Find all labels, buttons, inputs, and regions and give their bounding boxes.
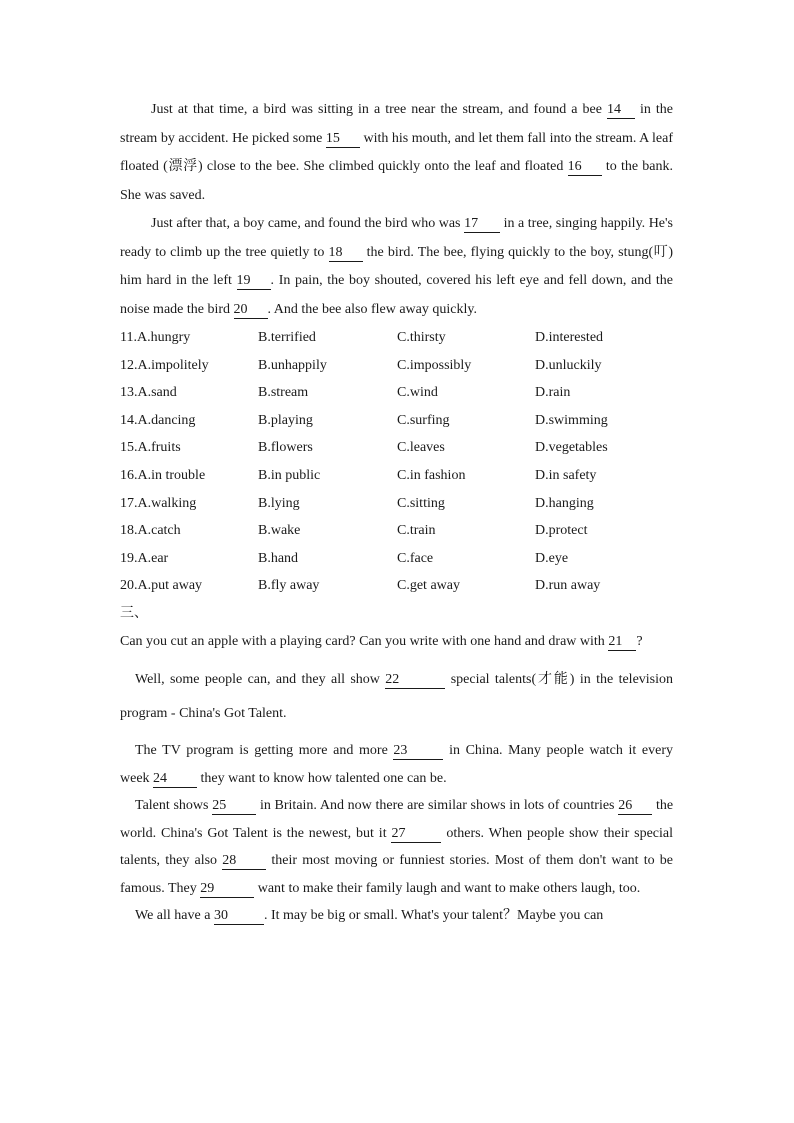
option-c: C.surfing xyxy=(397,412,450,428)
blank-30: 30 xyxy=(214,908,264,925)
text: the world. China's Got Talent is the newest, but it xyxy=(120,798,674,841)
option-b: B.unhappily xyxy=(258,357,327,373)
option-row-16 xyxy=(120,462,673,490)
option-c: C.impossibly xyxy=(397,357,472,373)
passage-three xyxy=(120,628,673,930)
blank-25: 25 xyxy=(212,798,256,815)
text: The TV program is getting more and more xyxy=(135,743,388,759)
text: We all have a xyxy=(135,908,211,924)
passage3-paragraph-3 xyxy=(120,737,673,792)
option-b: B.wake xyxy=(258,523,301,539)
option-d: D.protect xyxy=(535,523,588,539)
passage3-paragraph-2 xyxy=(120,663,673,731)
passage3-paragraph-4 xyxy=(120,792,673,902)
text: Well, some people can, and they all show xyxy=(135,672,380,688)
blank-14: 14 xyxy=(607,102,635,119)
option-row-11 xyxy=(120,324,673,352)
option-a: 14.A.dancing xyxy=(120,412,196,428)
blank-20: 20 xyxy=(234,302,268,319)
option-row-18 xyxy=(120,517,673,545)
text: . And the bee also flew away quickly. xyxy=(267,301,477,317)
text: Talent shows xyxy=(135,798,209,814)
option-row-20 xyxy=(120,572,673,600)
blank-28: 28 xyxy=(222,853,266,870)
option-c: C.get away xyxy=(397,578,460,594)
text: . It may be big or small. What's your talent？Maybe you can xyxy=(263,908,604,924)
option-a: 13.A.sand xyxy=(120,385,177,401)
option-d: D.interested xyxy=(535,330,604,345)
option-d: D.swimming xyxy=(535,412,608,428)
text: Can you cut an apple with a playing card? Can you write with one hand and draw with xyxy=(120,633,605,649)
option-a: 16.A.in trouble xyxy=(120,467,206,483)
passage3-paragraph-1 xyxy=(120,628,673,656)
text: in a tree, singing happily. He's ready to climb up the tree quietly to xyxy=(120,216,673,260)
text: with his mouth, and let them fall into the stream. A leaf floated (漂浮) close to the bee. She climbed quickly onto the leaf and floated xyxy=(120,130,674,174)
option-c: C.sitting xyxy=(397,495,445,511)
blank-17: 17 xyxy=(464,216,500,233)
option-c: C.in fashion xyxy=(397,467,466,483)
option-a: 12.A.impolitely xyxy=(120,357,209,373)
option-c: C.leaves xyxy=(397,440,445,456)
option-a: 17.A.walking xyxy=(120,495,197,511)
option-d: D.in safety xyxy=(535,467,597,483)
worksheet-page xyxy=(120,96,673,930)
text: in China. Many people watch it every week xyxy=(120,743,673,786)
option-b: B.lying xyxy=(258,495,300,511)
option-d: D.hanging xyxy=(535,495,594,511)
text: they want to know how talented one can be. xyxy=(200,770,447,786)
blank-27: 27 xyxy=(391,826,441,843)
blank-29: 29 xyxy=(200,881,254,898)
blank-19: 19 xyxy=(237,273,271,290)
text: Just at that time, a bird was sitting in a tree near the stream, and found a bee xyxy=(151,102,602,117)
option-a: 15.A.fruits xyxy=(120,440,181,456)
blank-23: 23 xyxy=(393,743,443,760)
option-c: C.face xyxy=(397,550,434,566)
text: others. When people show their special talents, they also xyxy=(120,825,674,869)
option-b: B.in public xyxy=(258,467,321,483)
text: special talents(才能) in the television program - China's Got Talent. xyxy=(120,672,674,722)
option-c: C.thirsty xyxy=(397,330,446,345)
option-row-14 xyxy=(120,407,673,435)
option-d: D.run away xyxy=(535,578,601,594)
blank-26: 26 xyxy=(618,798,652,815)
passage-paragraph-2 xyxy=(120,210,673,324)
text: Just after that, a boy came, and found the bird who was xyxy=(151,216,461,231)
text: their most moving or funniest stories. Most of them don't want to be famous. They xyxy=(120,853,674,896)
text: to the bank. She was saved. xyxy=(120,159,674,203)
options-list xyxy=(120,324,673,600)
section-heading: 三、 xyxy=(120,605,148,621)
option-b: B.fly away xyxy=(258,578,320,594)
option-b: B.playing xyxy=(258,412,313,428)
blank-21: 21 xyxy=(608,634,636,651)
text: the bird. The bee, flying quickly to the boy, stung(叮) him hard in the left xyxy=(120,244,674,288)
option-c: C.train xyxy=(397,523,436,539)
blank-16: 16 xyxy=(568,159,602,176)
option-c: C.wind xyxy=(397,385,438,401)
option-row-12 xyxy=(120,352,673,380)
blank-18: 18 xyxy=(329,245,363,262)
option-row-15 xyxy=(120,434,673,462)
option-a: 19.A.ear xyxy=(120,550,169,566)
option-d: D.unluckily xyxy=(535,357,602,373)
text: in Britain. And now there are similar shows in lots of countries xyxy=(259,798,615,814)
blank-15: 15 xyxy=(326,131,360,148)
text: want to make their family laugh and want to make others laugh, too. xyxy=(257,880,641,896)
option-row-13 xyxy=(120,379,673,407)
text: . In pain, the boy shouted, covered his left eye and fell down, and the noise made the bird xyxy=(120,273,674,317)
passage3-paragraph-5 xyxy=(120,902,673,930)
option-b: B.hand xyxy=(258,550,299,566)
option-a: 11.A.hungry xyxy=(120,330,191,345)
text: ? xyxy=(636,633,643,649)
option-row-17 xyxy=(120,490,673,518)
option-a: 18.A.catch xyxy=(120,523,181,539)
blank-24: 24 xyxy=(153,771,197,788)
option-b: B.terrified xyxy=(258,330,316,345)
option-a: 20.A.put away xyxy=(120,578,203,594)
option-d: D.rain xyxy=(535,385,571,401)
option-b: B.stream xyxy=(258,385,309,401)
text: in the stream by accident. He picked some xyxy=(120,102,674,146)
option-row-19 xyxy=(120,545,673,573)
option-d: D.eye xyxy=(535,550,569,566)
blank-22: 22 xyxy=(385,672,445,689)
option-b: B.flowers xyxy=(258,440,313,456)
passage-paragraph-1 xyxy=(120,96,673,210)
option-d: D.vegetables xyxy=(535,440,608,456)
